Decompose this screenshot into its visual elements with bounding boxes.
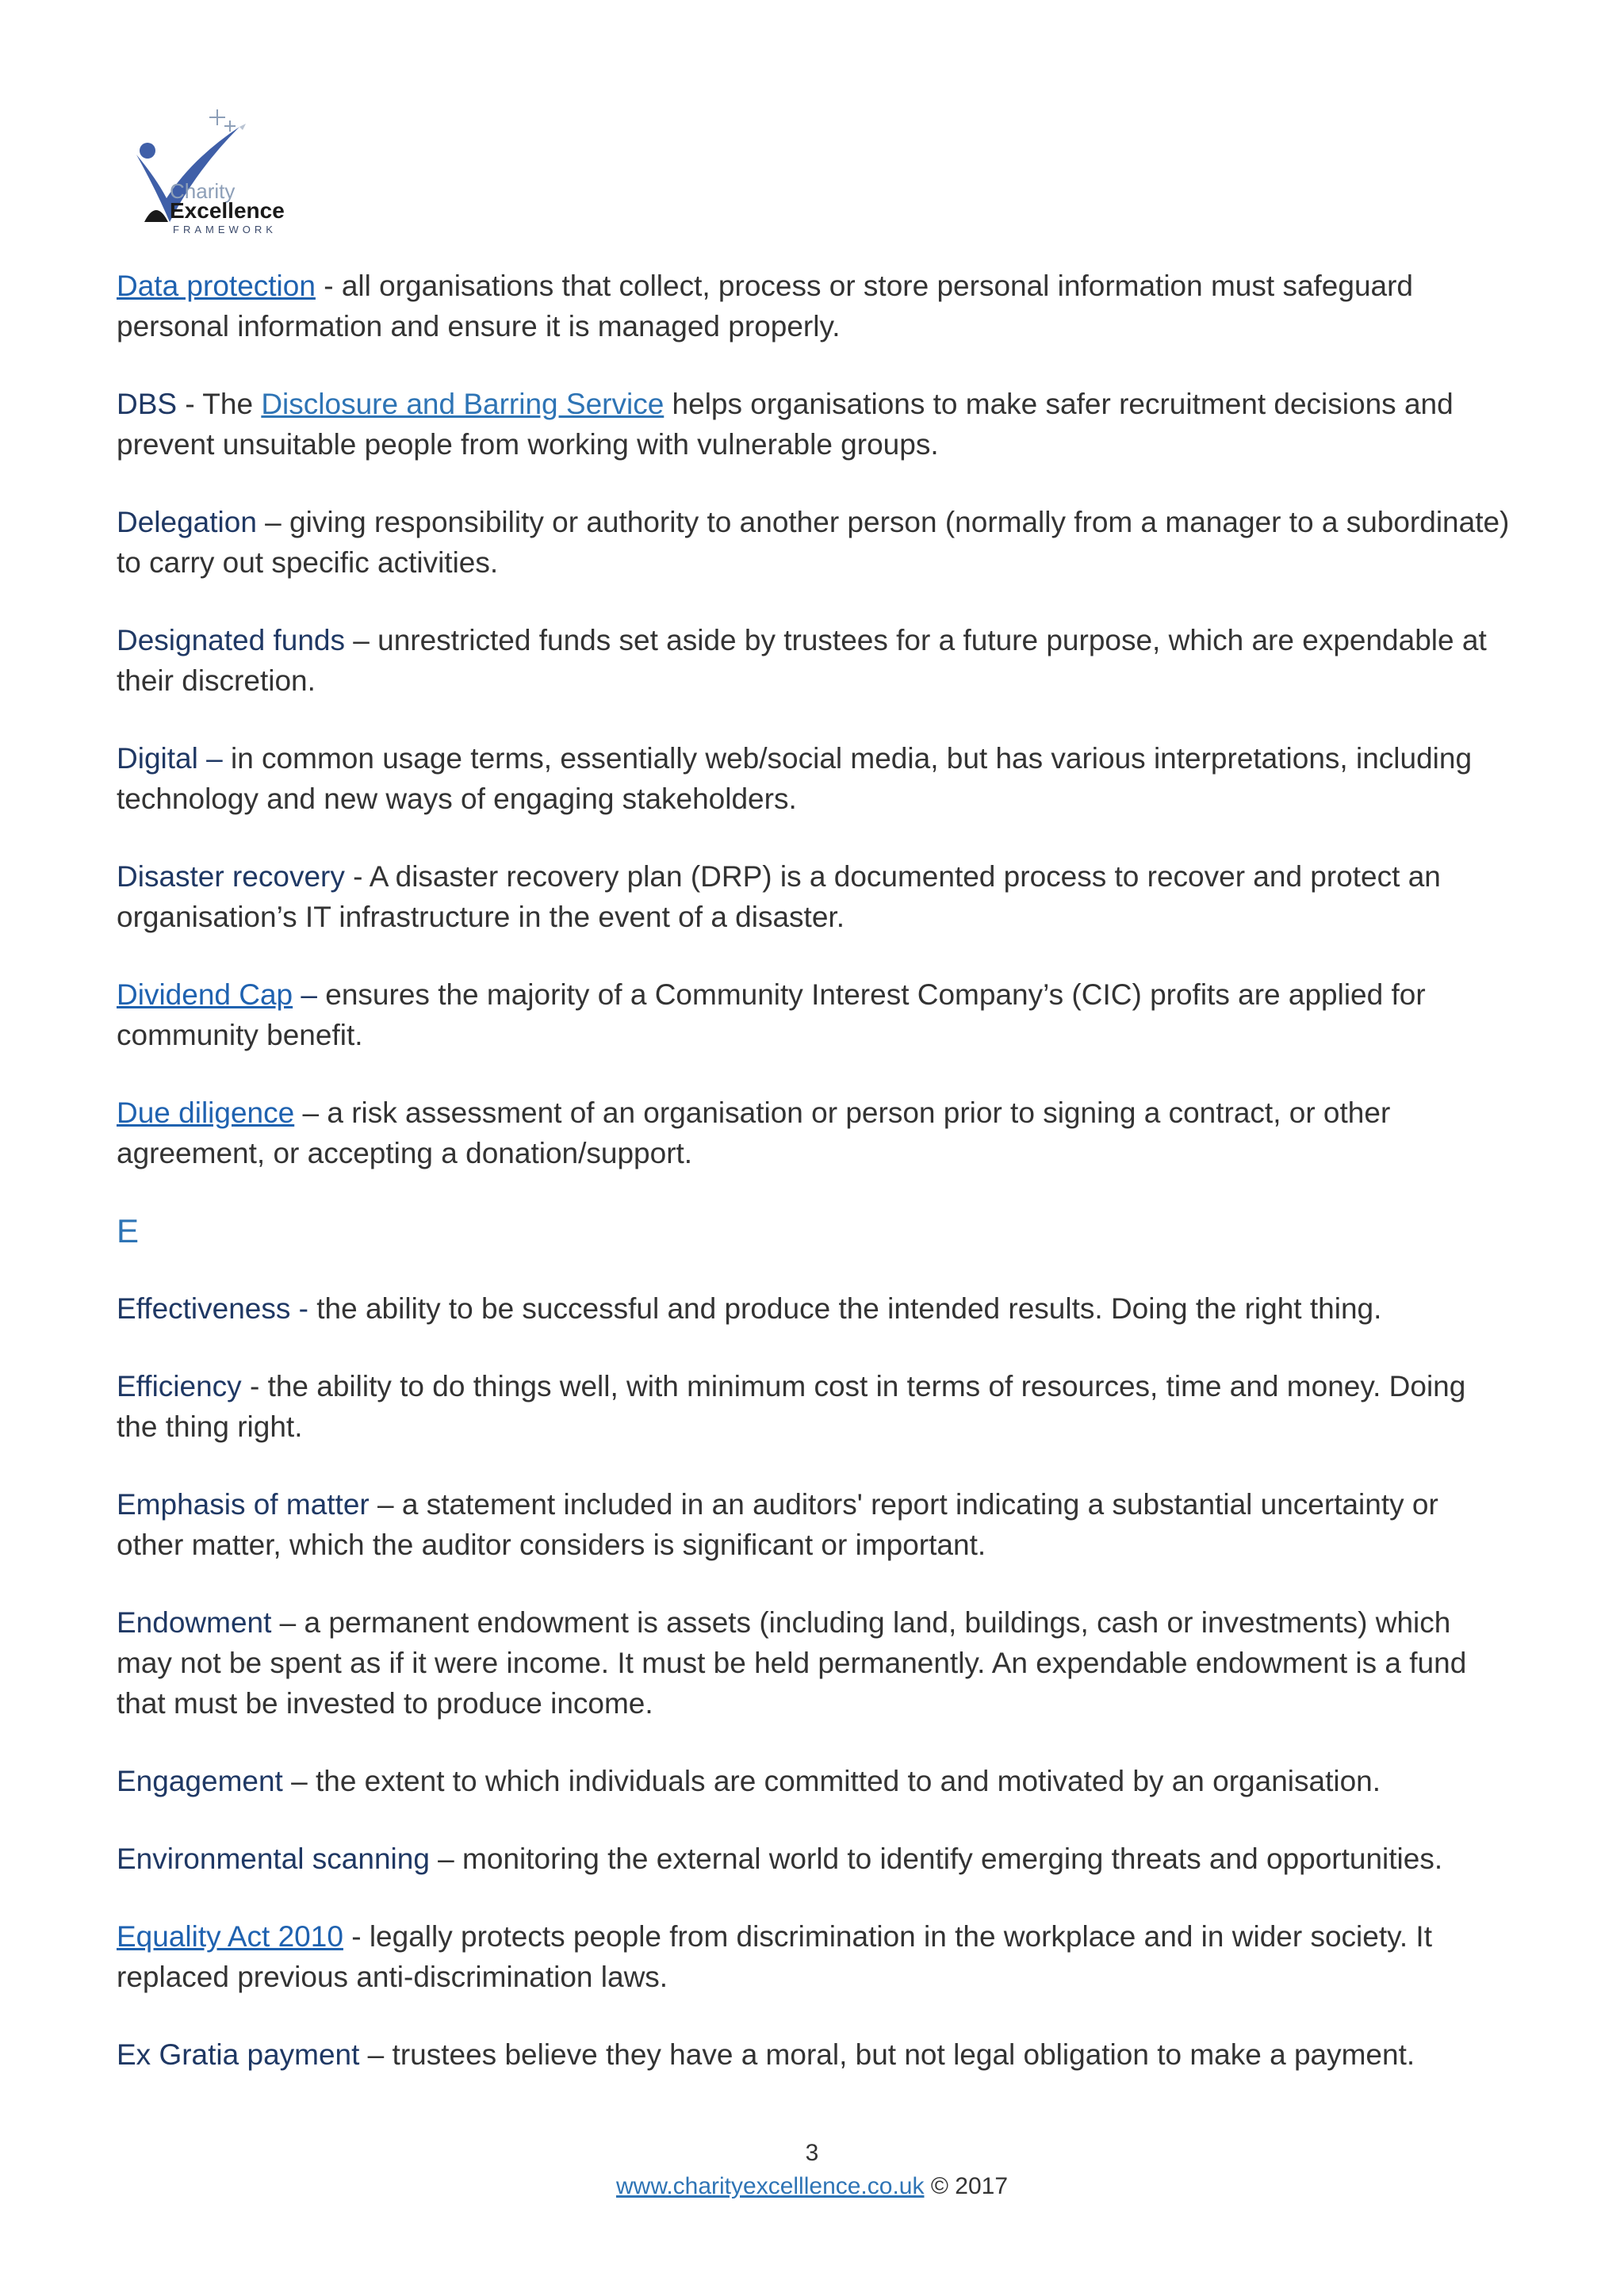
entry-due-diligence <box>117 1093 1512 1173</box>
charity-excellence-logo <box>121 103 295 242</box>
entry-separator: - <box>344 860 370 893</box>
term-heading: Designated funds <box>117 624 345 656</box>
entry-separator: – <box>369 1488 402 1521</box>
entry-definition: legally protects people from discrimination in the workplace and in wider society. It replaced previous anti-discrimination laws. <box>117 1920 1432 1993</box>
term-link[interactable]: Data protection <box>117 270 316 302</box>
page-footer <box>0 2137 1624 2203</box>
entry-equality-act-2010 <box>117 1916 1512 1997</box>
entry-definition: the extent to which individuals are committed to and motivated by an organisation. <box>315 1765 1381 1797</box>
entry-separator: – <box>359 2038 393 2071</box>
entry-separator: – <box>429 1843 463 1875</box>
entry-efficiency <box>117 1366 1512 1447</box>
entry-disaster-recovery <box>117 856 1512 937</box>
entry-engagement <box>117 1761 1512 1801</box>
entry-separator: - The <box>177 388 262 420</box>
term-heading: Efficiency <box>117 1370 242 1402</box>
logo-word-framework: FRAMEWORK <box>173 224 277 235</box>
entry-definition: the ability to do things well, with minimum cost in terms of resources, time and money. Doing the thing right. <box>117 1370 1466 1443</box>
entry-separator: – <box>293 978 326 1011</box>
entry-definition: a permanent endowment is assets (including land, buildings, cash or investments) which may not be spent as if it were income. It must be held permanently. An expendable endowment is a fund that must be invested to produce income. <box>117 1606 1467 1720</box>
glossary-content <box>117 266 1512 2112</box>
entry-separator: – <box>282 1765 316 1797</box>
entry-effectiveness <box>117 1288 1512 1329</box>
entry-definition: A disaster recovery plan (DRP) is a documented process to recover and protect an organisation’s IT infrastructure in the event of a disaster. <box>117 860 1441 933</box>
entry-ex-gratia-payment <box>117 2034 1512 2075</box>
entry-definition: in common usage terms, essentially web/social media, but has various interpretations, including technology and new ways of engaging stakeholders. <box>117 742 1473 815</box>
entry-separator: - <box>315 270 342 302</box>
section-heading-e: E <box>117 1212 140 1249</box>
entry-dividend-cap <box>117 974 1512 1055</box>
entry-separator: – <box>271 1606 304 1639</box>
entry-separator: – <box>256 506 290 538</box>
entry-separator: - <box>241 1370 268 1402</box>
entry-delegation <box>117 502 1512 583</box>
entry-definition: a risk assessment of an organisation or person prior to signing a contract, or other agreement, or accepting a donation/support. <box>117 1096 1391 1169</box>
term-heading: Endowment <box>117 1606 272 1639</box>
entry-definition: the ability to be successful and produce the intended results. Doing the right thing. <box>316 1292 1382 1325</box>
entry-definition: ensures the majority of a Community Interest Company’s (CIC) profits are applied for community benefit. <box>117 978 1426 1051</box>
entry-dbs <box>117 384 1512 465</box>
entry-environmental-scanning <box>117 1839 1512 1879</box>
page-number: 3 <box>805 2140 819 2166</box>
entry-emphasis-of-matter <box>117 1484 1512 1565</box>
term-heading: Environmental scanning <box>117 1843 430 1875</box>
entry-separator <box>223 742 231 775</box>
term-heading: Ex Gratia payment <box>117 2038 360 2071</box>
logo-word-charity: Charity <box>170 179 236 203</box>
term-heading: Disaster recovery <box>117 860 345 893</box>
entry-definition: monitoring the external world to identify emerging threats and opportunities. <box>462 1843 1443 1875</box>
copyright-text: © 2017 <box>924 2173 1008 2199</box>
term-heading: Engagement <box>117 1765 283 1797</box>
entry-definition: all organisations that collect, process or store personal information must safeguard personal information and ensure it is managed properly. <box>117 270 1414 342</box>
entry-definition: helps organisations to make safer recruitment decisions and prevent unsuitable people from working with vulnerable groups. <box>117 388 1454 461</box>
entry-definition: unrestricted funds set aside by trustees for a future purpose, which are expendable at their discretion. <box>117 624 1487 697</box>
entry-data-protection <box>117 266 1512 346</box>
website-link[interactable]: www.charityexcelllence.co.uk <box>615 2173 925 2199</box>
term-heading: DBS <box>117 388 178 420</box>
entry-separator: – <box>344 624 378 656</box>
term-heading: Delegation <box>117 506 257 538</box>
logo-word-excellence: Excellence <box>170 198 285 223</box>
term-heading: Effectiveness - <box>117 1292 308 1325</box>
entry-definition: a statement included in an auditors' report indicating a substantial uncertainty or other matter, which the auditor considers is significant or important. <box>117 1488 1438 1561</box>
entry-separator <box>308 1292 316 1325</box>
entry-endowment <box>117 1602 1512 1724</box>
term-heading: Emphasis of matter <box>117 1488 370 1521</box>
entry-digital <box>117 738 1512 819</box>
entry-designated-funds <box>117 620 1512 701</box>
term-link[interactable]: Dividend Cap <box>117 978 293 1011</box>
entry-separator: - <box>343 1920 370 1953</box>
disclosure-barring-service-link[interactable]: Disclosure and Barring Service <box>261 388 665 420</box>
term-heading: Digital – <box>117 742 223 775</box>
entry-separator: – <box>294 1096 327 1129</box>
entry-definition: trustees believe they have a moral, but not legal obligation to make a payment. <box>392 2038 1415 2071</box>
footer-copyright-line <box>0 2170 1624 2203</box>
term-link[interactable]: Equality Act 2010 <box>117 1920 343 1953</box>
term-link[interactable]: Due diligence <box>117 1096 295 1129</box>
entry-definition: giving responsibility or authority to another person (normally from a manager to a subordinate) to carry out specific activities. <box>117 506 1510 579</box>
